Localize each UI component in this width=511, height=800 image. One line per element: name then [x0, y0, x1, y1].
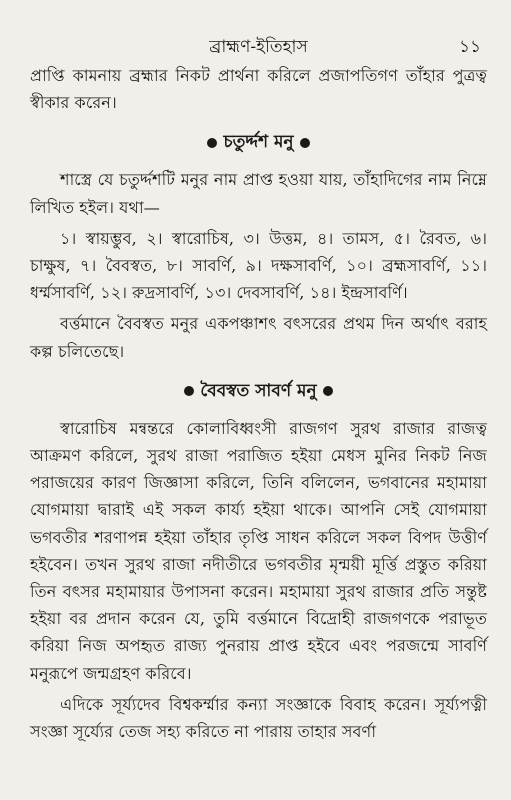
section1-paragraph-2: বর্ত্তমানে বৈবস্বত মনুর একপঞ্চাশৎ বৎসরের প্রথম দিন অর্থাৎ বরাহ কল্প চলিতেছে। [30, 314, 487, 361]
manu-list: ১। স্বায়ম্ভুব, ২। স্বারোচিষ, ৩। উত্তম, ৪। তামস, ৫। রৈবত, ৬। চাক্ষুষ, ৭। বৈবস্বত, ৮। সাবর্ণি, ৯। দক্ষসাবর্ণি, ১০। ব্রহ্মসাবর্ণি, ১১। ধর্ম্মসাবর্ণি, ১২। রুদ্রসাবর্ণি, ১৩। দেবসাবর্ণি, ১৪। ইন্দ্রসাবর্ণি। [30, 228, 487, 303]
section-heading-text: চতুর্দ্দশ মনু [223, 132, 294, 153]
section2-paragraph: স্বারোচিষ মন্বন্তরে কোলাবিধ্বংসী রাজগণ সুরথ রাজার রাজত্ব আক্রমণ করিলে, সুরথ রাজা পরাজিত হইয়া মেধস মুনির নিকট নিজ পরাজয়ের কারণ জিজ্ঞাসা করিলে, তিনি বলিলেন, ভগবানের মহামায়া যোগমায়া দ্বারাই এই সকল কার্য্য হইয়া থাকে। আপনি সেই যোগমায়া ভগবতীর শরণাপন্ন হইয়া তাঁহার তৃপ্তি সাধন করিলে সকল বিপদ উত্তীর্ণ হইবেন। তখন সুরথ রাজা নদীতীরে ভগবতীর মৃন্ময়ী মূর্ত্তি প্রস্তুত করিয়া তিন বৎসর মহামায়ার উপাসনা করেন। মহামায়া সুরথ রাজার প্রতি সন্তুষ্ট হইয়া বর প্রদান করেন যে, তুমি বর্ত্তমানে বিদ্রোহী রাজগণকে পরাভূত করিয়া নিজ অপহৃত রাজ্য পুনরায় প্রাপ্ত হইবে এবং পরজন্মে সাবর্ণি মনুরূপে জন্মগ্রহণ করিবে। [30, 418, 487, 683]
bullet-ornament [323, 386, 333, 396]
intro-paragraph: প্রাপ্তি কামনায় ব্রহ্মার নিকট প্রার্থনা করিলে প্রজাপতিগণ তাঁহার পুত্রত্ব স্বীকার করেন। [30, 66, 487, 113]
section-heading-vaivasvata-savarna-manu [30, 379, 487, 403]
section-heading-text: বৈবস্বত সাবর্ণ মনু [200, 380, 317, 401]
section-heading-chaturdash-manu [30, 130, 487, 154]
bullet-ornament [207, 138, 217, 148]
running-header [30, 34, 487, 62]
bullet-ornament [184, 386, 194, 396]
section1-paragraph: শাস্ত্রে যে চতুর্দ্দশটি মনুর নাম প্রাপ্ত হওয়া যায়, তাঁহাদিগের নাম নিম্নে লিখিত হইল। যথা— [30, 170, 487, 217]
page-number: ১১ [458, 37, 481, 57]
bullet-ornament [300, 138, 310, 148]
running-title: ব্রাহ্মণ-ইতিহাস [209, 37, 308, 57]
section2-paragraph-2: এদিকে সূর্য্যদেব বিশ্বকর্ম্মার কন্যা সংজ্ঞাকে বিবাহ করেন। সূর্য্যপত্নী সংজ্ঞা সূর্য্যের তেজ সহ্য করিতে না পারায় তাহার সবর্ণা [30, 694, 487, 742]
